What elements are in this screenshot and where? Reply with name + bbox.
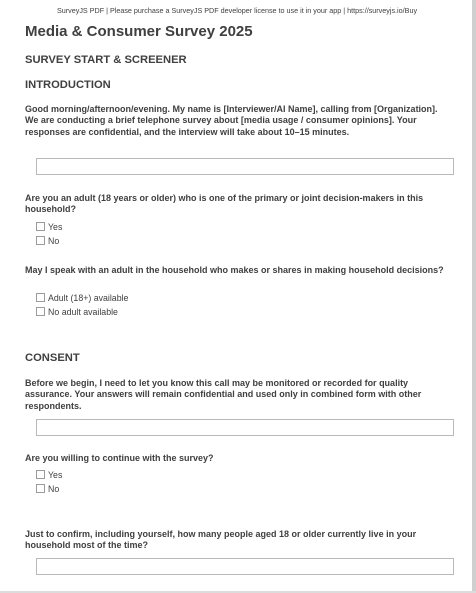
intro-text-field[interactable] xyxy=(36,158,454,175)
option-label: Adult (18+) available xyxy=(48,293,129,303)
checkbox[interactable] xyxy=(36,470,45,479)
option-yes[interactable] xyxy=(36,470,62,480)
checkbox[interactable] xyxy=(36,484,45,493)
option-label: No xyxy=(48,236,60,246)
question-speak-with-adult: May I speak with an adult in the household who makes or shares in making household decisions? xyxy=(25,265,444,275)
option-no-adult[interactable] xyxy=(36,307,118,317)
checkbox[interactable] xyxy=(36,222,45,231)
question-intro-text: Good morning/afternoon/evening. My name is [Interviewer/AI Name], calling from [Organization]. We are conducting a brief telephone survey about [media usage / consumer opinions]. Your responses are confidential, and the interview will take about 10–15 minutes. xyxy=(25,104,438,137)
checkbox[interactable] xyxy=(36,236,45,245)
section-introduction: INTRODUCTION xyxy=(25,79,111,91)
license-banner: SurveyJS PDF | Please purchase a SurveyJS PDF developer license to use it in your app | https://surveyjs.io/Buy xyxy=(56,6,418,15)
household-adults-field[interactable] xyxy=(36,558,454,575)
survey-title: Media & Consumer Survey 2025 xyxy=(25,23,253,40)
option-label: Yes xyxy=(48,222,63,232)
question-consent-notice: Before we begin, I need to let you know this call may be monitored or recorded for quality assurance. Your answers will remain confidential and used only in combined form with other respondents. xyxy=(25,378,422,411)
question-continue-survey: Are you willing to continue with the survey? xyxy=(25,453,214,463)
page-edge-right xyxy=(472,0,476,593)
option-yes[interactable] xyxy=(36,222,62,232)
option-no[interactable] xyxy=(36,484,59,494)
checkbox[interactable] xyxy=(36,293,45,302)
consent-text-field[interactable] xyxy=(36,419,454,436)
checkbox[interactable] xyxy=(36,307,45,316)
section-consent: CONSENT xyxy=(25,352,80,364)
question-household-adults: Just to confirm, including yourself, how many people aged 18 or older currently live in your household most of the time? xyxy=(25,529,417,551)
option-label: No xyxy=(48,484,60,494)
option-label: No adult available xyxy=(48,307,118,317)
page-title: SURVEY START & SCREENER xyxy=(25,54,187,66)
option-no[interactable] xyxy=(36,236,59,246)
option-adult-available[interactable] xyxy=(36,293,128,303)
question-adult-decision-maker: Are you an adult (18 years or older) who is one of the primary or joint decision-makers in this household? xyxy=(25,193,424,215)
option-label: Yes xyxy=(48,470,63,480)
